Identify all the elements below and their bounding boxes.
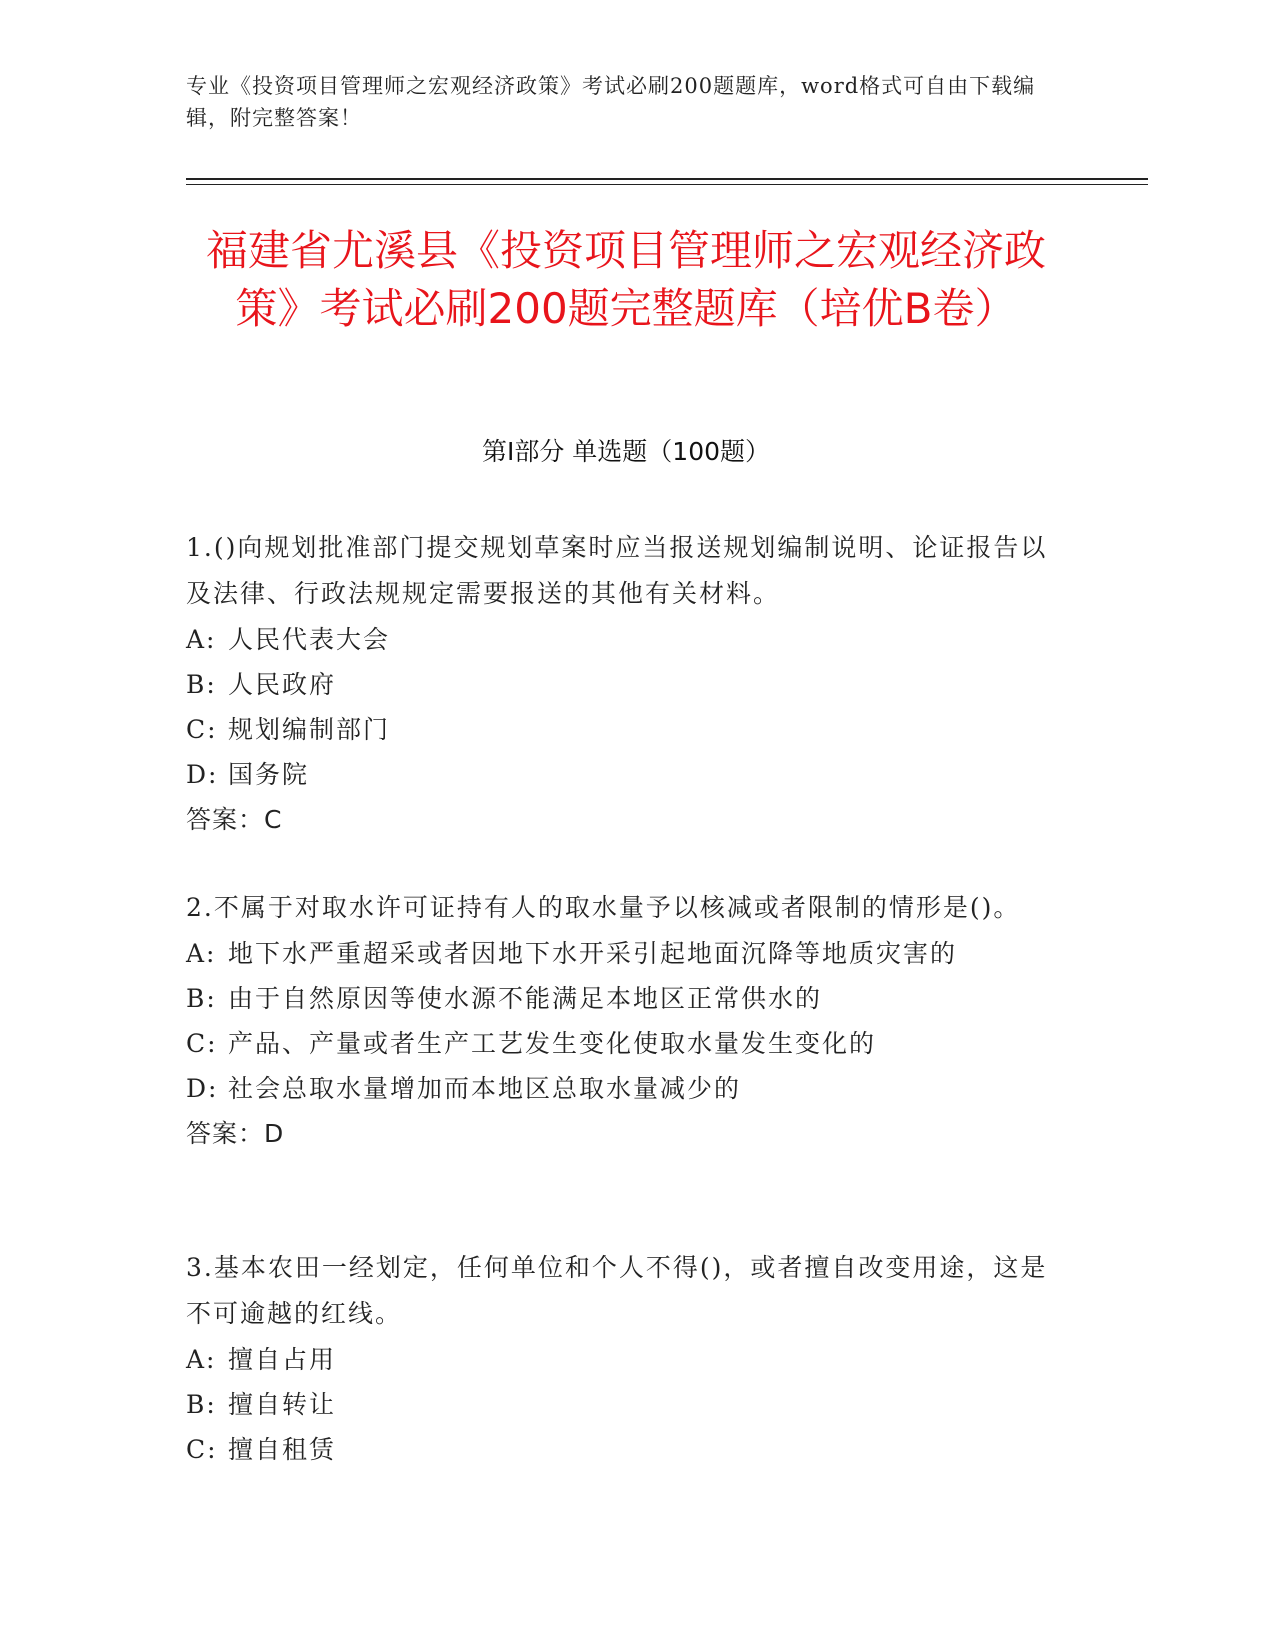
option-letter: B: xyxy=(186,984,217,1013)
option-d xyxy=(186,752,1066,797)
option-letter: C: xyxy=(186,715,218,744)
option-c xyxy=(186,1021,1066,1066)
question-2 xyxy=(186,885,1066,1157)
option-text: 擅自占用 xyxy=(228,1345,337,1374)
option-letter: C: xyxy=(186,1435,218,1464)
option-c xyxy=(186,1427,1066,1472)
question-1 xyxy=(186,525,1066,843)
question-stem: 3.基本农田一经划定，任何单位和个人不得()，或者擅自改变用途，这是不可逾越的红线。 xyxy=(186,1253,1048,1328)
option-a xyxy=(186,931,1066,976)
option-b xyxy=(186,1382,1066,1427)
option-letter: C: xyxy=(186,1029,218,1058)
option-text: 产品、产量或者生产工艺发生变化使取水量发生变化的 xyxy=(228,1029,877,1058)
header-rule-thick xyxy=(186,178,1148,180)
option-letter: B: xyxy=(186,670,217,699)
option-a xyxy=(186,617,1066,662)
option-a xyxy=(186,1337,1066,1382)
option-text: 国务院 xyxy=(228,760,310,789)
option-letter: D: xyxy=(186,760,219,789)
header-note: 专业《投资项目管理师之宏观经济政策》考试必刷200题题库，word格式可自由下载编辑，附完整答案！ xyxy=(186,74,1036,130)
question-stem: 2.不属于对取水许可证持有人的取水量予以核减或者限制的情形是()。 xyxy=(186,893,1021,922)
question-3 xyxy=(186,1245,1066,1472)
option-letter: A: xyxy=(186,939,217,968)
option-text: 由于自然原因等使水源不能满足本地区正常供水的 xyxy=(228,984,823,1013)
option-b xyxy=(186,662,1066,707)
option-c xyxy=(186,707,1066,752)
section-title: 第Ⅰ部分 单选题（100题） xyxy=(481,437,771,466)
option-letter: D: xyxy=(186,1074,219,1103)
option-text: 擅自转让 xyxy=(228,1390,337,1419)
option-d xyxy=(186,1066,1066,1111)
header-rule-thin xyxy=(186,184,1148,185)
question-stem: 1.()向规划批准部门提交规划草案时应当报送规划编制说明、论证报告以及法律、行政法规规定需要报送的其他有关材料。 xyxy=(186,533,1048,608)
option-letter: A: xyxy=(186,1345,217,1374)
option-letter: B: xyxy=(186,1390,217,1419)
option-text: 人民代表大会 xyxy=(228,625,391,654)
option-text: 规划编制部门 xyxy=(228,715,391,744)
answer: 答案：C xyxy=(186,805,283,834)
option-text: 擅自租赁 xyxy=(228,1435,337,1464)
document-title: 福建省尤溪县《投资项目管理师之宏观经济政策》考试必刷200题完整题库（培优B卷） xyxy=(205,226,1046,333)
option-letter: A: xyxy=(186,625,217,654)
option-text: 社会总取水量增加而本地区总取水量减少的 xyxy=(228,1074,742,1103)
answer: 答案：D xyxy=(186,1119,285,1148)
option-text: 地下水严重超采或者因地下水开采引起地面沉降等地质灾害的 xyxy=(228,939,958,968)
option-b xyxy=(186,976,1066,1021)
option-text: 人民政府 xyxy=(228,670,337,699)
